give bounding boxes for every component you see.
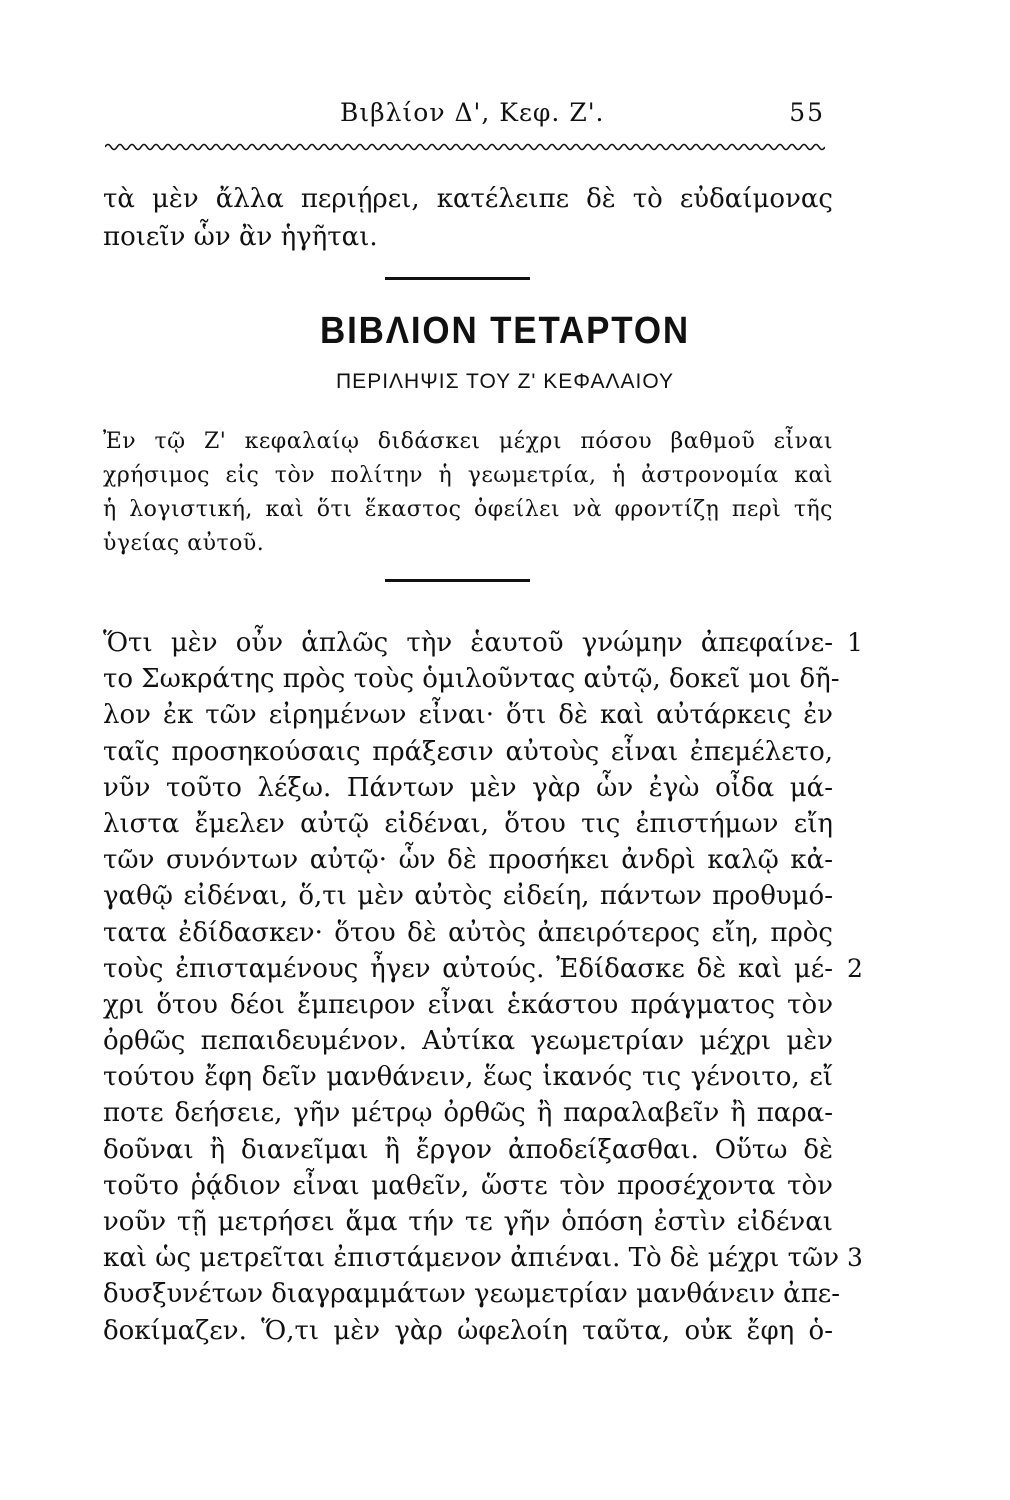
section-rule — [385, 277, 530, 280]
chapter-summary — [103, 425, 833, 561]
text-line: Ὅτι μὲν οὖν ἁπλῶς τὴν ἑαυτοῦ γνώμην ἀπεφαίνε- — [103, 628, 833, 658]
book-title: ΒΙΒΛΙΟΝ ΤΕΤΑΡΤΟΝ — [319, 310, 690, 352]
text-line: ποιεῖν ὧν ἂν ἡγῆται. — [103, 222, 378, 252]
text-line: το Σωκράτης πρὸς τοὺς ὁμιλοῦντας αὐτῷ, δοκεῖ μοι δῆ- — [103, 664, 840, 695]
text-line: τοῦτο ῥᾴδιον εἶναι μαθεῖν, ὥστε τὸν προσέχοντα τὸν — [103, 1170, 833, 1201]
text-line: λιστα ἔμελεν αὐτῷ εἰδέναι, ὅτου τις ἐπιστήμων εἴη — [103, 808, 833, 839]
intro-text — [103, 180, 833, 256]
running-title: Βιβλίον Δ', Κεφ. Ζ'. — [340, 98, 605, 127]
text-line: γαθῷ εἰδέναι, ὅ,τι μὲν αὐτὸς εἰδείη, πάντων προθυμό- — [103, 881, 833, 912]
text-line: τῶν συνόντων αὐτῷ· ὧν δὲ προσήκει ἀνδρὶ καλῷ κἀ- — [103, 845, 833, 876]
text-line: τατα ἐδίδασκεν· ὅτου δὲ αὐτὸς ἀπειρότερος εἴη, πρὸς — [103, 917, 833, 948]
summary-line: ὑγείας αὐτοῦ. — [103, 531, 265, 556]
main-text — [103, 625, 841, 1349]
text-line: τοὺς ἐπισταμένους ἦγεν αὐτούς. Ἐδίδασκε δὲ καὶ μέ- — [103, 953, 833, 984]
text-line: νοῦν τῇ μετρήσει ἅμα τήν τε γῆν ὁπόση ἐστὶν εἰδέναι — [103, 1207, 833, 1237]
summary-line: ἡ λογιστική, καὶ ὅτι ἕκαστος ὀφείλει νὰ φροντίζῃ περὶ τῆς — [103, 497, 833, 522]
text-line: ταῖς προσηκούσαις πράξεσιν αὐτοὺς εἶναι ἐπεμέλετο, — [103, 736, 833, 767]
text-line: τούτου ἔφη δεῖν μανθάνειν, ἕως ἱκανός τις γένοιτο, εἴ — [103, 1062, 833, 1093]
text-line: δυσξυνέτων διαγραμμάτων γεωμετρίαν μανθάνειν ἀπε- — [103, 1279, 841, 1310]
page-number: 55 — [789, 98, 825, 127]
margin-section-number: 1 — [847, 628, 863, 657]
text-line: ὀρθῶς πεπαιδευμένον. Αὐτίκα γεωμετρίαν μέχρι μὲν — [103, 1026, 833, 1057]
section-rule — [385, 579, 530, 582]
text-line: χρι ὅτου δέοι ἔμπειρον εἶναι ἑκάστου πράγματος τὸν — [103, 989, 833, 1020]
text-line: τὰ μὲν ἄλλα περιῄρει, κατέλειπε δὲ τὸ εὐδαίμονας — [103, 184, 833, 214]
margin-section-number: 2 — [847, 954, 863, 983]
summary-line: Ἐν τῷ Ζ' κεφαλαίῳ διδάσκει μέχρι πόσου βαθμοῦ εἶναι — [103, 429, 833, 454]
text-line: δοκίμαζεν. Ὅ,τι μὲν γὰρ ὠφελοίη ταῦτα, οὐκ ἔφη ὁ- — [103, 1315, 833, 1346]
summary-title: ΠΕΡΙΛΗΨΙΣ ΤΟΥ Ζ' ΚΕΦΑΛΑΙΟΥ — [336, 370, 674, 393]
text-line: λον ἐκ τῶν εἰρημένων εἶναι· ὅτι δὲ καὶ αὐτάρκεις ἐν — [103, 700, 833, 731]
text-line: ποτε δεήσειε, γῆν μέτρῳ ὀρθῶς ἢ παραλαβεῖν ἢ παρα- — [103, 1098, 833, 1129]
wavy-rule — [105, 140, 825, 154]
summary-line: χρήσιμος εἰς τὸν πολίτην ἡ γεωμετρία, ἡ ἀστρονομία καὶ — [103, 463, 833, 488]
text-line: δοῦναι ἢ διανεῖμαι ἢ ἔργον ἀποδείξασθαι. Οὕτω δὲ — [103, 1134, 833, 1165]
text-line: νῦν τοῦτο λέξω. Πάντων μὲν γὰρ ὧν ἐγὼ οἶδα μά- — [103, 772, 833, 803]
running-head — [105, 98, 825, 138]
margin-section-number: 3 — [847, 1243, 863, 1272]
text-line: καὶ ὡς μετρεῖται ἐπιστάμενον ἀπιέναι. Τὸ δὲ μέχρι τῶν — [103, 1243, 839, 1274]
